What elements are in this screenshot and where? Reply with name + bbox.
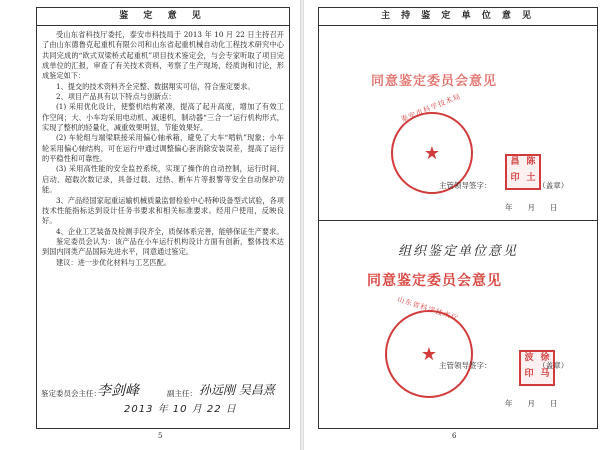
organizing-unit-stamp-ring-text: 山东省科学技术厅	[396, 295, 460, 323]
appraisal-date: 2013 年 10 月 22 日	[124, 404, 237, 415]
vice-chair-signature: 孙远刚 吴昌熹	[199, 383, 275, 397]
seal-char: 马	[540, 369, 550, 379]
paragraph-4: 4、企业工艺装备及检测手段齐全，质保体系完善，能够保证生产要求。	[56, 226, 284, 236]
seal-char: 陈	[526, 157, 536, 167]
paragraph-suggestion: 建议：进一步优化材料与工艺匹配。	[56, 257, 172, 267]
paragraph-2-2: (2) 车轮组与端梁联接采用偏心轴承箱，避免了大车“啃轨”现象；小车轮采用偏心轴结构，可在运行中通过调整偏心套消除安装误差，提高了运行的平稳性和可靠性。	[42, 133, 284, 164]
paragraph-2-3: (3) 采用高性能的安全监控系统，实现了操作的自动控制，运行时间、启动、超载次数记录，具备过载、过热、断车片等报警等安全自动保护功能。	[42, 164, 284, 195]
paragraph-conclusion: 鉴定委员会认为：该产品在小车运行机构设计方面有创新，整体技术达到国内同类产品国际先进水平，同意通过鉴定。	[42, 236, 284, 257]
host-date-line: 年 月 日	[505, 203, 558, 212]
page-number-left: 5	[158, 432, 163, 440]
organizing-date-line: 年 月 日	[505, 399, 558, 408]
sign-label-text: 主管领导签字：	[439, 361, 492, 370]
paragraph-3: 3、产品经国家起重运输机械质量监督检验中心特种设备型式试验，各项技术性能指标达到设计任务书要求和相关标准要求。经用户使用，反映良好。	[42, 195, 284, 226]
seal-char: 昌	[510, 157, 520, 167]
seal-char: 徐	[540, 353, 550, 363]
page-number-right: 6	[452, 432, 457, 440]
paragraph-2: 2、项目产品具有以下特点与创新点：	[56, 92, 176, 102]
chair-signature: 李剑峰	[97, 383, 139, 399]
star-icon: ★	[423, 142, 441, 164]
seal-char: 波	[524, 353, 534, 363]
seal-char: 印	[510, 173, 520, 183]
host-leader-sign-label	[439, 180, 568, 191]
host-unit-stamp-ring-text: 泰安市科学技术局	[399, 92, 463, 124]
organizing-unit-heading: 组织鉴定单位意见	[397, 244, 518, 259]
right-page	[304, 0, 600, 450]
paragraph-intro: 受山东省科技厅委托，泰安市科技局于 2013 年 10 月 22 日主持召开了由山东德鲁克起重机有限公司和山东省起重机械自动化工程技术研究中心共同完成的“欧式双梁桥式起重机”项目技术鉴定会，与会专家听取了项目完成单位的汇报，审查了有关技术资料，考察了生产现场，经质询和讨论，形成鉴定如下：	[42, 30, 284, 81]
seal-char: 土	[526, 173, 536, 183]
left-page-header: 鉴 定 意 见	[37, 8, 289, 26]
host-unit-stamp-text: 同意鉴定委员会意见	[371, 74, 498, 89]
paragraph-2-1: (1) 采用优化设计，使整机结构紧凑，提高了起升高度，增加了有效工作空间；大、小车均采用电动机、减速机、制动器“三合一”运行机构形式，实现了整机的轻量化，减重效果明显，节能效果好。	[42, 102, 284, 133]
appraisal-body	[42, 30, 284, 268]
organizing-unit-stamp-text: 同意鉴定委员会意见	[367, 273, 502, 289]
star-icon: ★	[420, 343, 438, 365]
sign-label-text: 主管领导签字：	[439, 181, 492, 190]
organizing-leader-sign-label	[439, 360, 568, 371]
paragraph-1: 1、提交的技术资料齐全完整、数据翔实可信，符合鉴定要求。	[56, 81, 255, 91]
seal-label-text: （盖章）	[538, 361, 569, 370]
seal-char: 印	[524, 369, 534, 379]
host-unit-opinion-frame	[318, 7, 598, 429]
seal-label-text: （盖章）	[538, 181, 569, 190]
chair-label: 鉴定委员会主任：	[41, 389, 101, 398]
right-page-header: 主 持 鉴 定 单 位 意 见	[319, 8, 597, 26]
vice-chair-label: 副主任：	[167, 389, 197, 398]
section-divider	[319, 220, 597, 221]
appraisal-opinion-frame	[36, 7, 290, 429]
